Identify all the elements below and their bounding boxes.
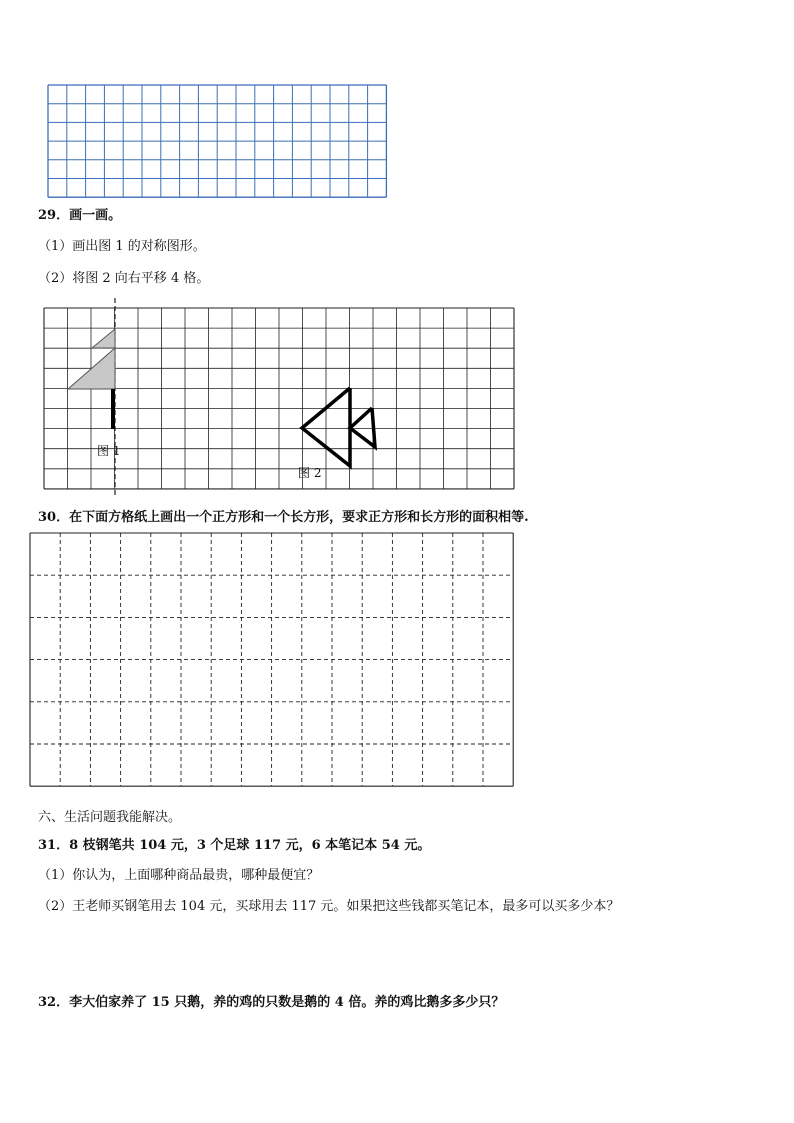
q29-part2: （2）将图 2 向右平移 4 格。	[38, 271, 210, 286]
q32-title: 32．李大伯家养了 15 只鹅，养的鸡的只数是鹅的 4 倍。养的鸡比鹅多多少只？	[38, 995, 505, 1010]
section6-title: 六、生活问题我能解决。	[38, 810, 182, 825]
q29-title: 29．画一画。	[38, 208, 122, 223]
q31-part1: （1）你认为，上面哪种商品最贵，哪种最便宜？	[38, 868, 320, 883]
fig1-label: 图 1	[97, 444, 121, 458]
q31-part2: （2）王老师买钢笔用去 104 元，买球用去 117 元。如果把这些钱都买笔记本，最多可以买多少本？	[38, 899, 620, 914]
fig2-label: 图 2	[298, 466, 322, 480]
q29-part1: （1）画出图 1 的对称图形。	[38, 239, 206, 254]
q31-title: 31．8 枝钢笔共 104 元，3 个足球 117 元，6 本笔记本 54 元。	[38, 838, 431, 853]
q30-title: 30．在下面方格纸上画出一个正方形和一个长方形，要求正方形和长方形的面积相等.	[38, 510, 529, 525]
